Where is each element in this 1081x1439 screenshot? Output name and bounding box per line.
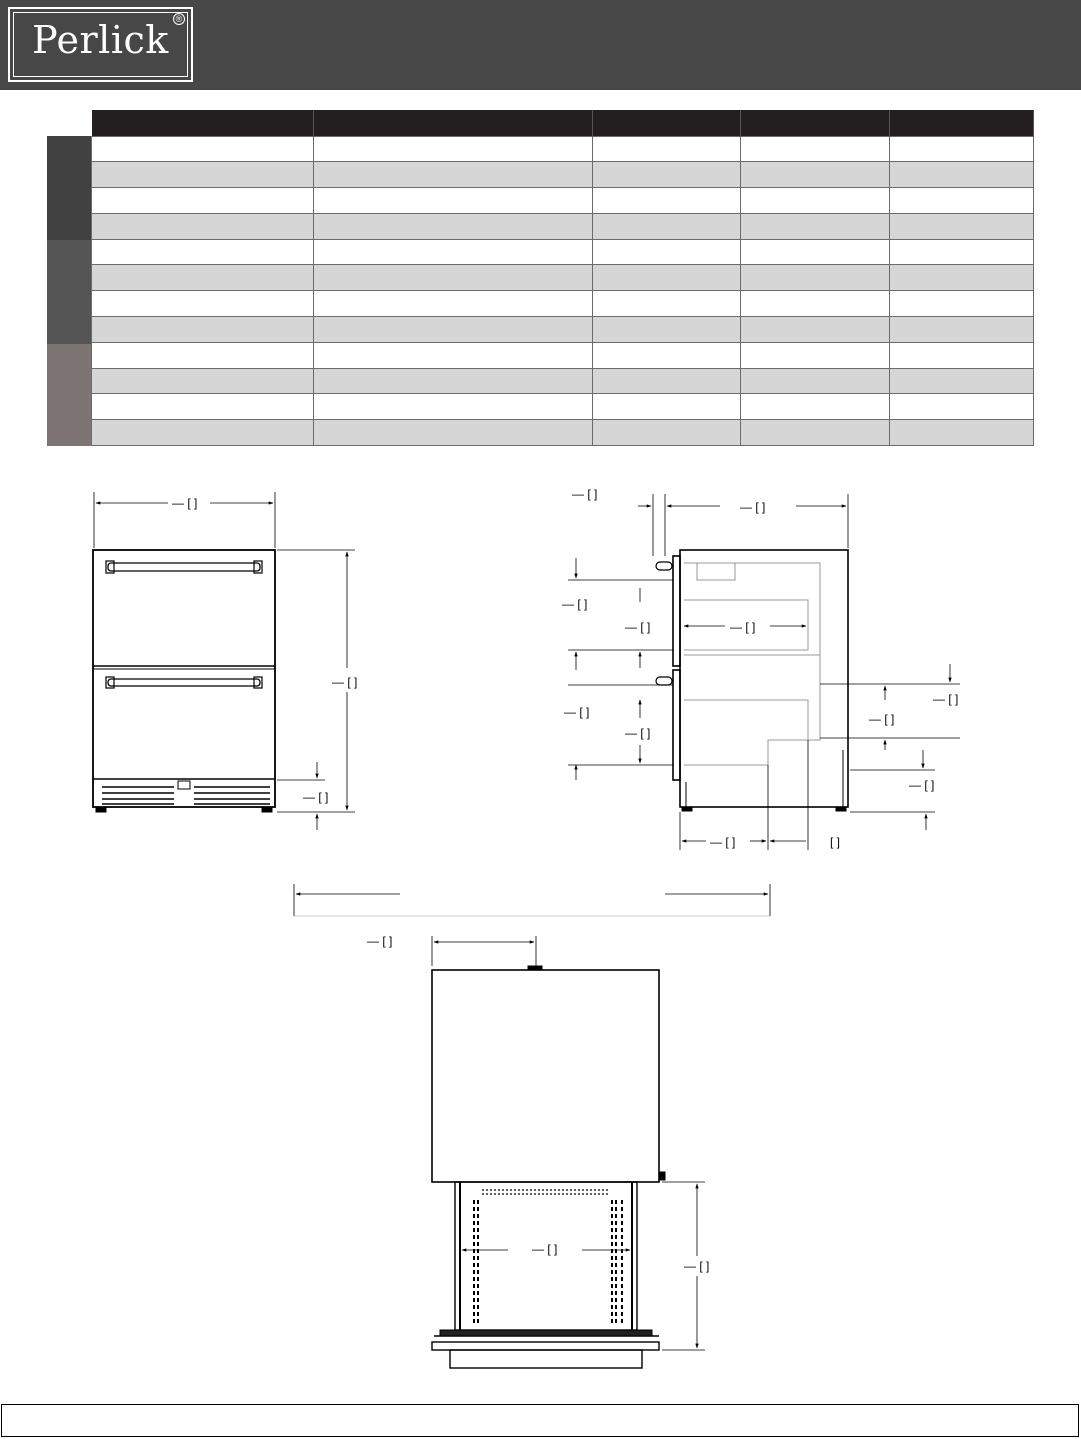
front-height-label: — [ ] (332, 675, 358, 689)
side-bottom-left-label: — [ ] (710, 835, 736, 849)
side-upper-door-label: — [ ] (625, 620, 651, 634)
front-toe-kick-label: — [ ] (303, 790, 329, 804)
side-right-3-label: — [ ] (909, 778, 935, 792)
footer-box (1, 1404, 1079, 1437)
side-right-2-label: — [ ] (869, 712, 895, 726)
side-upper-gap-label: — [ ] (562, 597, 588, 611)
side-upper-interior-label: — [ ] (730, 620, 756, 634)
front-view-drawing (93, 492, 358, 830)
side-lower-gap-label: — [ ] (564, 705, 590, 719)
side-depth-label: — [ ] (740, 500, 766, 514)
front-width-label: — [ ] (172, 496, 198, 510)
top-drawer-depth-label: — [ ] (684, 1259, 710, 1273)
side-lower-door-label: — [ ] (625, 726, 651, 740)
side-right-1-label: — [ ] (933, 692, 959, 706)
registered-mark: ® (173, 13, 185, 25)
brand-name: Perlick (32, 18, 169, 62)
drawer-vents (474, 1200, 622, 1323)
side-bottom-right-label: [ ] (830, 835, 841, 849)
side-view-drawing (568, 494, 960, 850)
top-drawer-width-label: — [ ] (532, 1242, 558, 1256)
top-view-drawing (294, 884, 770, 1368)
top-offset-label: — [ ] (367, 934, 393, 948)
side-handle-offset-label: — [ ] (572, 487, 598, 501)
